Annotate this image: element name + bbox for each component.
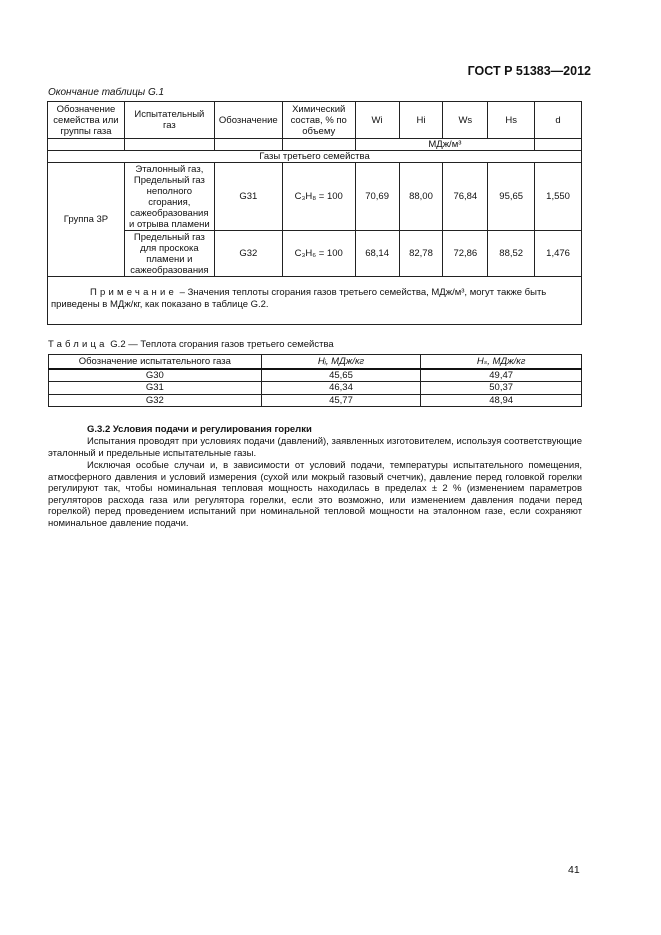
table-cell: 45,77 [261, 394, 421, 407]
table-cell: 50,37 [421, 382, 582, 395]
table-cell: C₃H₈ = 100 [282, 163, 355, 231]
table-cell: 72,86 [443, 231, 488, 277]
col-header-gas: Обозначение испытательного газа [49, 355, 262, 369]
col-header-test-gas: Испытательный газ [124, 102, 214, 139]
table-cell: 88,52 [488, 231, 535, 277]
table-cell: 88,00 [399, 163, 443, 231]
table1-caption: Окончание таблицы G.1 [48, 87, 165, 98]
table2-caption [48, 339, 334, 350]
table-cell: 46,34 [261, 382, 421, 395]
table-cell: Эталонный газ, Предельный газ неполного сгорания, сажеобразования и отрыва пламени [124, 163, 214, 231]
col-header-hi-mass: Hᵢ, МДж/кг [261, 355, 421, 369]
table-cell: 49,47 [421, 369, 582, 382]
table-cell: 95,65 [488, 163, 535, 231]
col-header-hs-mass: Hₛ, МДж/кг [421, 355, 582, 369]
col-header-family: Обозначение семейства или группы газа [48, 102, 125, 139]
col-header-d: d [535, 102, 582, 139]
unit-cell: МДж/м³ [355, 139, 534, 151]
document-id: ГОСТ Р 51383—2012 [467, 64, 591, 78]
section-title: G.3.2 Условия подачи и регулирования горелки [87, 424, 312, 435]
paragraph-2-text: Исключая особые случаи и, в зависимости от условий подачи, температуры испытательного помещения, атмосферного давления и условий измерения (сухой или мокрый газовый счетчик), давление перед головкой горелки регулируют так, чтобы номинальная тепловая мощность находилась в пределах ± 2 % (изменением параметров регуляторов расхода газа или регулятора горелки, если это возможно, или изменением давления подачи перед горелкой) перед проведением испытаний при номинальной тепловой мощности на эталонном газе, если сохраняют номинальное давление подачи. [48, 460, 582, 529]
col-header-hi: Hi [399, 102, 443, 139]
table-cell: 48,94 [421, 394, 582, 407]
note-text: – Значения теплоты сгорания газов третьего семейства, МДж/м³, могут также быть приведены в МДж/кг, как показано в таблице G.2. [51, 287, 547, 310]
table-cell: 82,78 [399, 231, 443, 277]
table-note [48, 277, 582, 325]
table-g1-continuation [47, 101, 582, 325]
group-cell: Группа 3Р [48, 163, 125, 277]
table-cell: 70,69 [355, 163, 399, 231]
paragraph-1 [48, 436, 582, 459]
table-cell: G32 [214, 231, 282, 277]
paragraph-2 [48, 460, 582, 529]
table-cell: Предельный газ для проскока пламени и сажеобразования [124, 231, 214, 277]
col-header-wi: Wi [355, 102, 399, 139]
note-label: Примечание [90, 287, 177, 298]
section-row: Газы третьего семейства [48, 151, 582, 163]
col-header-ws: Ws [443, 102, 488, 139]
table2-caption-label: Таблица [48, 339, 108, 350]
table-cell: 1,476 [535, 231, 582, 277]
paragraph-1-text: Испытания проводят при условиях подачи (давлений), заявленных изготовителем, используя соответствующие эталонный и предельные испытательные газы. [48, 436, 582, 459]
table2-caption-text: G.2 — Теплота сгорания газов третьего семейства [110, 339, 334, 350]
table-g2 [48, 354, 582, 407]
table-cell: G31 [214, 163, 282, 231]
table-cell: 45,65 [261, 369, 421, 382]
col-header-composition: Химический состав, % по объему [282, 102, 355, 139]
table-cell: G31 [49, 382, 262, 395]
table-cell: 68,14 [355, 231, 399, 277]
col-header-hs: Hs [488, 102, 535, 139]
table-cell: C₃H₆ = 100 [282, 231, 355, 277]
col-header-designation: Обозначение [214, 102, 282, 139]
table-cell: G32 [49, 394, 262, 407]
table-cell: G30 [49, 369, 262, 382]
page-number: 41 [568, 864, 580, 876]
table-cell: 1,550 [535, 163, 582, 231]
table-cell: 76,84 [443, 163, 488, 231]
